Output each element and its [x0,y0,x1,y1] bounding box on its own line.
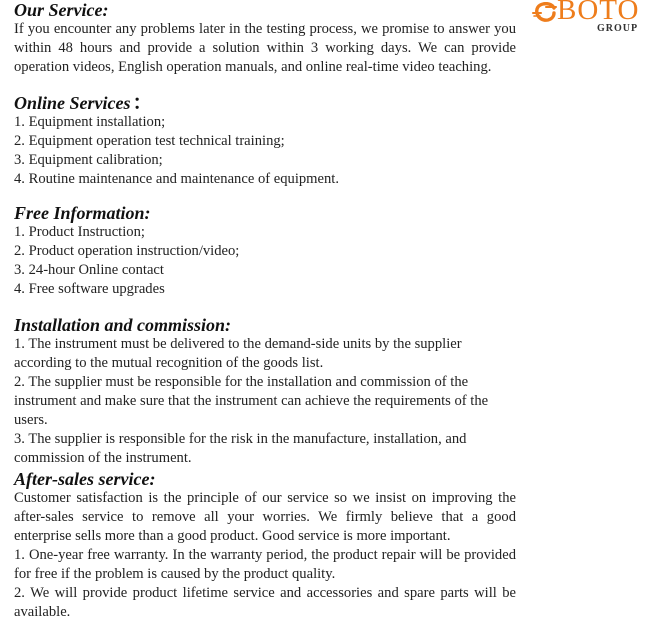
section-title: After-sales service: [14,469,156,489]
section-title: Free Information: [14,203,151,223]
section-paragraph: Customer satisfaction is the principle of our service so we insist on improving the after-sales service to remove all your worries. We firmly believe that a good enterprise sells more than a good product. Good service is more important. [14,490,516,544]
section-title: Installation and commission: [14,315,232,335]
list-item: 1. One-year free warranty. In the warranty period, the product repair will be provided for free if the problem is caused by the product quality. [14,547,516,582]
list-item: 2. The supplier must be responsible for the installation and commission of the instrument and make sure that the instrument can achieve the requirements of the users. [14,374,489,428]
section-our-service [14,0,516,77]
section-free-information [14,203,516,299]
list-item: 1. The instrument must be delivered to the demand-side units by the supplier according to the mutual recognition of the goods list. [14,336,462,371]
logo-subtext: GROUP [597,23,639,34]
section-paragraph: If you encounter any problems later in the testing process, we promise to answer you within 48 hours and provide a solution within 3 working days. We can provide operation videos, English operation manuals, and online real-time video teaching. [14,21,516,75]
section-online-services [14,93,516,189]
logo-wordmark: BOTO [557,0,640,26]
list-item: 4. Free software upgrades [14,281,165,297]
title-colon: ： [132,92,153,114]
section-title-text: Online Services [14,93,131,113]
list-item: 1. Equipment installation; [14,114,166,130]
section-after-sales-service [14,469,516,622]
list-item: 3. 24-hour Online contact [14,262,164,278]
section-title: Our Service: [14,0,109,20]
section-installation-commission [14,315,509,468]
swoosh-logo-icon [532,2,558,24]
list-item: 2. We will provide product lifetime service and accessories and spare parts will be available. [14,585,516,620]
list-item: 3. Equipment calibration; [14,152,163,168]
boto-group-logo [532,0,650,36]
section-title [14,93,516,113]
list-item: 2. Equipment operation test technical training; [14,133,285,149]
list-item: 4. Routine maintenance and maintenance of equipment. [14,171,340,187]
list-item: 1. Product Instruction; [14,224,145,240]
list-item: 3. The supplier is responsible for the risk in the manufacture, installation, and commission of the instrument. [14,431,467,466]
list-item: 2. Product operation instruction/video; [14,243,240,259]
